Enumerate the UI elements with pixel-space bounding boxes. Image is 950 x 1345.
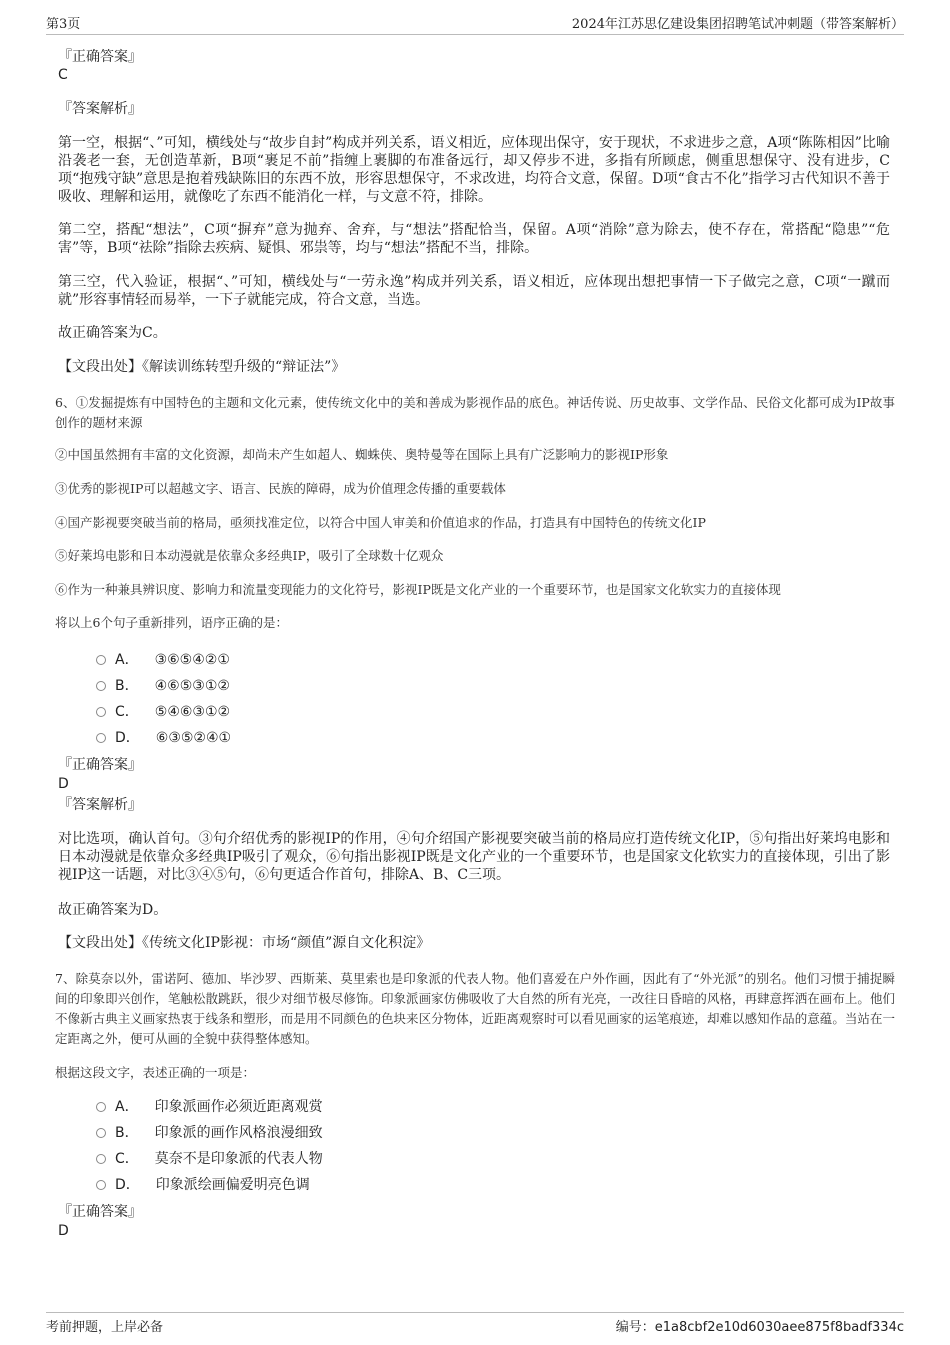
document-id <box>616 1316 904 1335</box>
analysis-paragraph: 第三空，代入验证，根据“、”可知，横线处与“一劳永逸”构成并列关系，语义相近，应体现出想把事情一下子做完之意，C项“一蹴而就”形容事情轻而易举，一下子就能完成，符合文意，当选。 <box>58 274 890 308</box>
footer-slogan: 考前押题，上岸必备 <box>46 1320 164 1335</box>
conclusion: 故正确答案为D。 <box>58 902 168 918</box>
analysis-label: 『答案解析』 <box>58 797 142 813</box>
question-prompt: 根据这段文字，表述正确的一项是： <box>55 1065 256 1080</box>
radio-icon[interactable] <box>96 1128 106 1138</box>
analysis-label: 『答案解析』 <box>58 101 142 117</box>
page-header <box>46 12 904 35</box>
radio-icon[interactable] <box>96 1154 106 1164</box>
question-sentence: ③优秀的影视IP可以超越文字、语言、民族的障碍，成为价值理念传播的重要载体 <box>55 481 506 496</box>
option-a[interactable]: A． 印象派画作必须近距离观赏 <box>96 1098 323 1116</box>
radio-icon[interactable] <box>96 655 106 665</box>
question-sentence: ④国产影视要突破当前的格局，亟须找准定位，以符合中国人审美和价值追求的作品，打造具有中国特色的传统文化IP <box>55 515 706 530</box>
page-footer <box>46 1312 904 1335</box>
document-title: 2024年江苏思亿建设集团招聘笔试冲刺题（带答案解析） <box>571 17 904 32</box>
question-stem: 7、除莫奈以外，雷诺阿、德加、毕沙罗、西斯莱、莫里索也是印象派的代表人物。他们喜爱在户外作画，因此有了“外光派”的别名。他们习惯于捕捉瞬间的印象即兴创作，笔触松散跳跃，很少对细节极尽修饰。印象派画家仿佛吸收了大自然的所有光亮，一改往日昏暗的风格，再肆意挥洒在画布上。他们不像新古典主义画家热衷于线条和塑形，而是用不同颜色的色块来区分物体，近距离观察时可以看见画家的运笔痕迹，却难以感知作品的意蕴。当站在一定距离之外，便可从画的全貌中获得整体感知。 <box>55 971 895 1046</box>
document-id-label: 编号： <box>615 1320 655 1335</box>
radio-icon[interactable] <box>96 681 106 691</box>
answer-label: 『正确答案』 <box>58 757 142 773</box>
analysis-paragraph: 第二空，搭配“想法”，C项“摒弃”意为抛弃、舍弃，与“想法”搭配恰当，保留。A项“消除”意为除去，使不存在，常搭配“隐患”“危害”等，B项“祛除”指除去疾病、疑惧、邪祟等，均与“想法”搭配不当，排除。 <box>58 222 890 256</box>
option-c[interactable]: C． 莫奈不是印象派的代表人物 <box>96 1150 323 1168</box>
answer-value: D <box>58 776 69 792</box>
question-prompt: 将以上6个句子重新排列，语序正确的是： <box>55 615 288 630</box>
conclusion: 故正确答案为C。 <box>58 325 167 341</box>
source-citation: 【文段出处】《传统文化IP影视：市场“颜值”源自文化积淀》 <box>58 935 431 951</box>
source-citation: 【文段出处】《解读训练转型升级的“辩证法”》 <box>58 359 346 375</box>
answer-label: 『正确答案』 <box>58 1204 142 1220</box>
question-sentence: ⑥作为一种兼具辨识度、影响力和流量变现能力的文化符号，影视IP既是文化产业的一个重要环节，也是国家文化软实力的直接体现 <box>55 582 781 597</box>
answer-label: 『正确答案』 <box>58 49 142 65</box>
option-c[interactable]: C． ⑤④⑥③①② <box>96 703 230 721</box>
radio-icon[interactable] <box>96 1102 106 1112</box>
page-number: 第3页 <box>46 17 81 32</box>
question-sentence: ②中国虽然拥有丰富的文化资源，却尚未产生如超人、蜘蛛侠、奥特曼等在国际上具有广泛影响力的影视IP形象 <box>55 447 669 462</box>
question-sentence: ⑤好莱坞电影和日本动漫就是依靠众多经典IP，吸引了全球数十亿观众 <box>55 548 444 563</box>
answer-value: D <box>58 1223 69 1239</box>
radio-icon[interactable] <box>96 707 106 717</box>
analysis-paragraph: 对比选项，确认首句。③句介绍优秀的影视IP的作用，④句介绍国产影视要突破当前的格局应打造传统文化IP，⑤句指出好莱坞电影和日本动漫就是依靠众多经典IP吸引了观众，⑥句指出影视IP既是文化产业的一个重要环节，也是国家文化软实力的直接体现，引出了影视IP这一话题，对比③④⑤句，⑥句更适合作首句，排除A、B、C三项。 <box>58 831 890 883</box>
radio-icon[interactable] <box>96 733 106 743</box>
option-d[interactable]: D． ⑥③⑤②④① <box>96 729 231 747</box>
radio-icon[interactable] <box>96 1180 106 1190</box>
option-b[interactable]: B． 印象派的画作风格浪漫细致 <box>96 1124 323 1142</box>
option-b[interactable]: B． ④⑥⑤③①② <box>96 677 230 695</box>
answer-value: C <box>58 67 68 83</box>
option-a[interactable]: A． ③⑥⑤④②① <box>96 651 230 669</box>
analysis-paragraph: 第一空，根据“、”可知，横线处与“故步自封”构成并列关系，语义相近，应体现出保守，安于现状，不求进步之意，A项“陈陈相因”比喻沿袭老一套，无创造革新，B项“裹足不前”指缠上裹脚的布准备远行，却又停步不进，多指有所顾虑，侧重思想保守、没有进步，C项“抱残守缺”意思是抱着残缺陈旧的东西不放，形容思想保守，不求改进，均符合文意，保留。D项“食古不化”指学习古代知识不善于吸收、理解和运用，就像吃了东西不能消化一样，与文意不符，排除。 <box>58 135 890 205</box>
option-d[interactable]: D． 印象派绘画偏爱明亮色调 <box>96 1176 310 1194</box>
document-id-value: e1a8cbf2e10d6030aee875f8badf334c <box>654 1320 904 1335</box>
question-stem: 6、①发掘提炼有中国特色的主题和文化元素，使传统文化中的美和善成为影视作品的底色。神话传说、历史故事、文学作品、民俗文化都可成为IP故事创作的题材来源 <box>55 395 895 430</box>
